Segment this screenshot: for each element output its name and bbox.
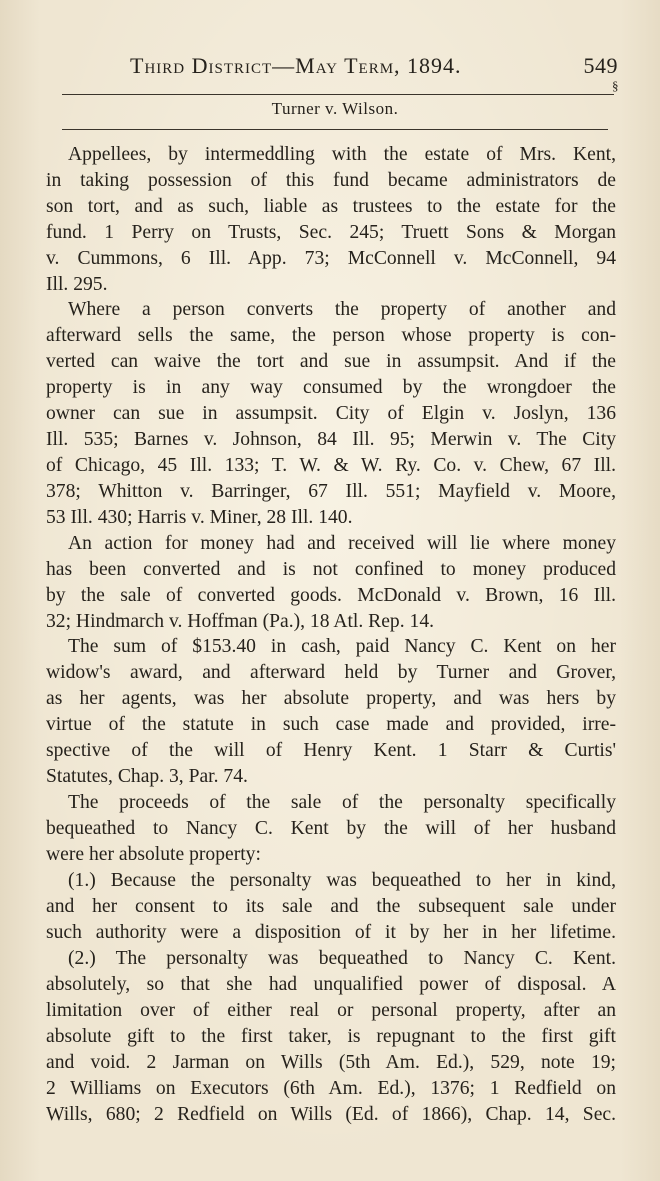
- text-line: spective of the will of Henry Kent. 1 Starr & Curtis': [46, 740, 616, 761]
- text-line: v. Cummons, 6 Ill. App. 73; McConnell v. McConnell, 94: [46, 248, 616, 269]
- text-line: limitation over of either real or personal property, after an: [46, 1000, 616, 1021]
- page-number: 549: [583, 53, 618, 78]
- text-line: son tort, and as such, liable as trustees to the estate for the: [46, 196, 616, 217]
- text-line: property is in any way consumed by the wrongdoer the: [46, 377, 616, 398]
- text-line: fund. 1 Perry on Trusts, Sec. 245; Truett Sons & Morgan: [46, 222, 616, 243]
- text-line: bequeathed to Nancy C. Kent by the will of her husband: [46, 818, 616, 839]
- text-line: of Chicago, 45 Ill. 133; T. W. & W. Ry. Co. v. Chew, 67 Ill.: [46, 455, 616, 476]
- text-line: (2.) The personalty was bequeathed to Nancy C. Kent.: [68, 948, 616, 969]
- header-rule-top: [62, 94, 614, 95]
- text-line: widow's award, and afterward held by Turner and Grover,: [46, 662, 616, 683]
- text-line: 53 Ill. 430; Harris v. Miner, 28 Ill. 140.: [46, 507, 353, 528]
- text-line: afterward sells the same, the person whose property is con-: [46, 325, 616, 346]
- text-line: Appellees, by intermeddling with the estate of Mrs. Kent,: [68, 144, 616, 165]
- case-title: Turner v. Wilson.: [271, 99, 399, 118]
- text-line: The sum of $153.40 in cash, paid Nancy C. Kent on her: [68, 636, 616, 657]
- text-line: Wills, 680; 2 Redfield on Wills (Ed. of 1866), Chap. 14, Sec.: [46, 1104, 616, 1125]
- header-rule-bottom: [62, 129, 608, 130]
- text-line: Where a person converts the property of another and: [68, 299, 616, 320]
- text-line: were her absolute property:: [46, 844, 261, 865]
- text-line: The proceeds of the sale of the personalty specifically: [68, 792, 616, 813]
- text-line: Statutes, Chap. 3, Par. 74.: [46, 766, 248, 787]
- text-line: owner can sue in assumpsit. City of Elgin v. Joslyn, 136: [46, 403, 616, 424]
- text-line: 378; Whitton v. Barringer, 67 Ill. 551; Mayfield v. Moore,: [46, 481, 616, 502]
- text-line: 2 Williams on Executors (6th Am. Ed.), 1376; 1 Redfield on: [46, 1078, 616, 1099]
- text-line: verted can waive the tort and sue in assumpsit. And if the: [46, 351, 616, 372]
- text-line: such authority were a disposition of it by her in her lifetime.: [46, 922, 616, 943]
- text-line: and void. 2 Jarman on Wills (5th Am. Ed.), 529, note 19;: [46, 1052, 616, 1073]
- text-line: in taking possession of this fund became administrators de: [46, 170, 616, 191]
- text-line: An action for money had and received will lie where money: [68, 533, 616, 554]
- text-line: absolutely, so that she had unqualified power of disposal. A: [46, 974, 616, 995]
- text-line: as her agents, was her absolute property, and was hers by: [46, 688, 616, 709]
- running-head: [130, 53, 618, 79]
- text-line: Ill. 295.: [46, 274, 108, 295]
- text-line: Ill. 535; Barnes v. Johnson, 84 Ill. 95; Merwin v. The City: [46, 429, 616, 450]
- text-line: absolute gift to the first taker, is repugnant to the first gift: [46, 1026, 616, 1047]
- margin-mark: §: [612, 78, 619, 93]
- text-line: and her consent to its sale and the subsequent sale under: [46, 896, 616, 917]
- text-line: by the sale of converted goods. McDonald v. Brown, 16 Ill.: [46, 585, 616, 606]
- text-line: (1.) Because the personalty was bequeathed to her in kind,: [68, 870, 616, 891]
- running-title: Third District—May Term, 1894.: [130, 53, 462, 78]
- text-line: has been converted and is not confined to money produced: [46, 559, 616, 580]
- text-line: virtue of the statute in such case made and provided, irre-: [46, 714, 616, 735]
- text-line: 32; Hindmarch v. Hoffman (Pa.), 18 Atl. Rep. 14.: [46, 611, 435, 632]
